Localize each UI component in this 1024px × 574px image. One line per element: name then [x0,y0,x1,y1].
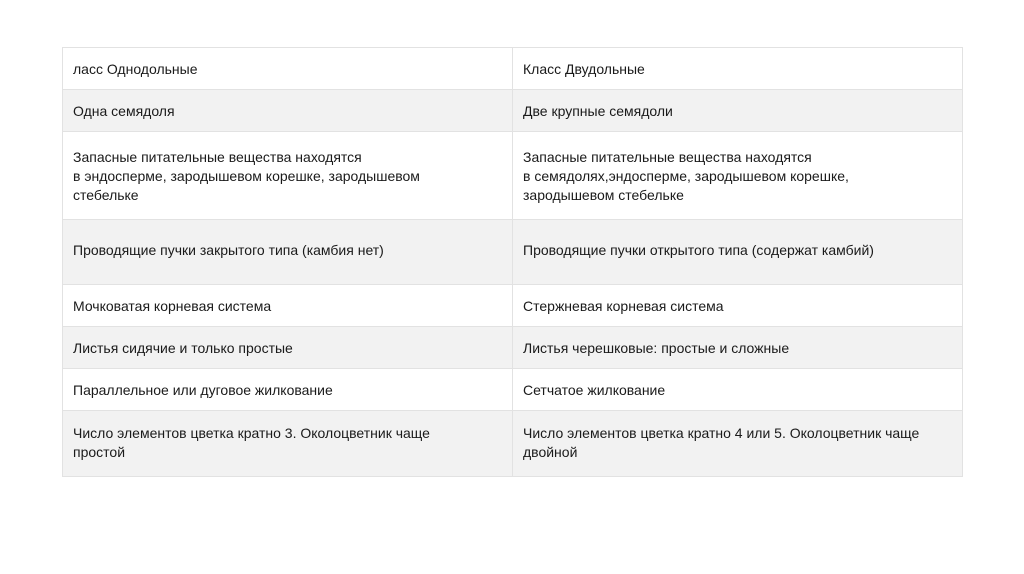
table-cell: Запасные питательные вещества находятся в семядолях,эндосперме, зародышевом корешке, зародышевом стебельке [513,132,963,220]
table-row [63,285,963,327]
table-row [63,220,963,285]
table-cell: Листья черешковые: простые и сложные [513,327,963,369]
table-cell: Проводящие пучки открытого типа (содержат камбий) [513,220,963,285]
table-cell: Сетчатое жилкование [513,369,963,411]
comparison-table [62,47,963,477]
table-cell: Запасные питательные вещества находятся в эндосперме, зародышевом корешке, зародышевом стебельке [63,132,513,220]
table-cell: Стержневая корневая система [513,285,963,327]
table-cell: Проводящие пучки закрытого типа (камбия нет) [63,220,513,285]
table-row [63,90,963,132]
table-row [63,327,963,369]
table-cell: Две крупные семядоли [513,90,963,132]
table-row [63,369,963,411]
table-cell: ласс Однодольные [63,48,513,90]
table-cell: Мочковатая корневая система [63,285,513,327]
table-row [63,132,963,220]
table-cell: Число элементов цветка кратно 4 или 5. Околоцветник чаще двойной [513,411,963,477]
table-cell: Класс Двудольные [513,48,963,90]
table-cell: Листья сидячие и только простые [63,327,513,369]
table-row [63,48,963,90]
table-cell: Параллельное или дуговое жилкование [63,369,513,411]
table-row [63,411,963,477]
table-cell: Число элементов цветка кратно 3. Околоцветник чаще простой [63,411,513,477]
table-cell: Одна семядоля [63,90,513,132]
